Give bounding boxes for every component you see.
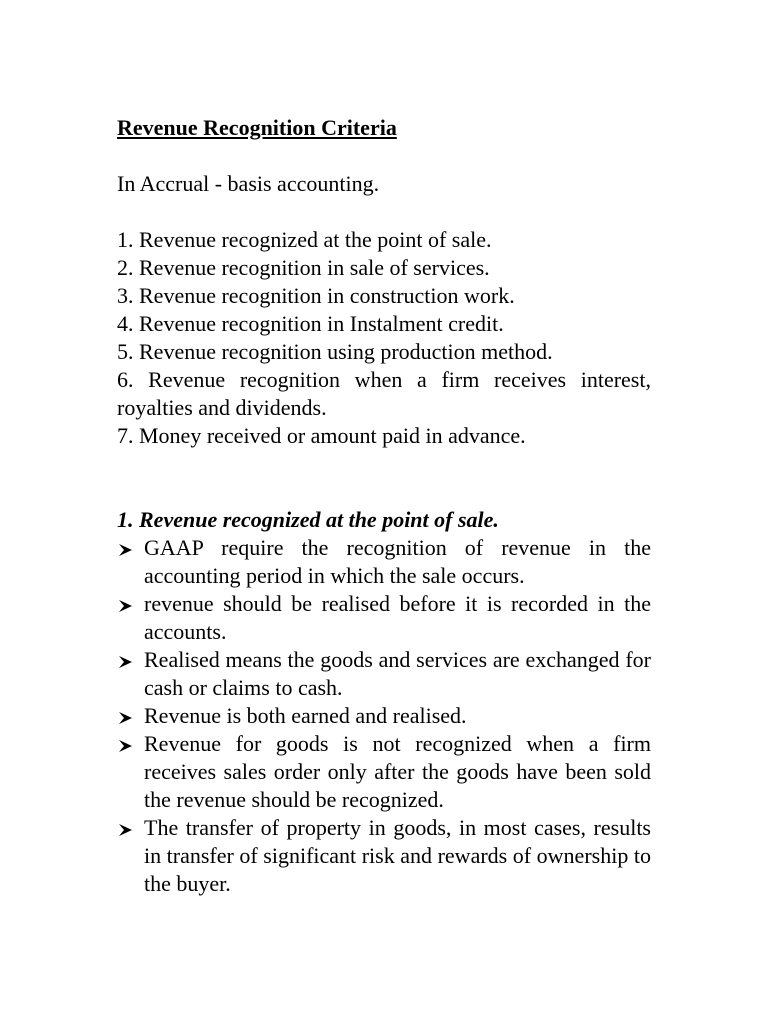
spacer: [117, 450, 651, 506]
bullet-item: [117, 534, 651, 590]
spacer: [117, 198, 651, 226]
bullet-item: [117, 814, 651, 898]
bullet-item: [117, 702, 651, 730]
spacer: [117, 142, 651, 170]
criteria-item: 1. Revenue recognized at the point of sale.: [117, 227, 492, 252]
criteria-list: [117, 226, 651, 450]
document-page: [117, 114, 651, 898]
bullet-text: revenue should be realised before it is recorded in the accounts.: [144, 591, 651, 644]
bullet-item: [117, 590, 651, 646]
intro-text: In Accrual - basis accounting.: [117, 171, 380, 196]
arrowhead-bullet-icon: [117, 814, 141, 842]
criteria-item: 7. Money received or amount paid in advance.: [117, 423, 526, 448]
criteria-item: 2. Revenue recognition in sale of services.: [117, 255, 490, 280]
bullet-item: [117, 730, 651, 814]
criteria-item: 5. Revenue recognition using production method.: [117, 339, 553, 364]
bullet-text: Revenue is both earned and realised.: [144, 703, 467, 728]
criteria-item: 6. Revenue recognition when a firm receives interest, royalties and dividends.: [117, 367, 651, 420]
criteria-item: 4. Revenue recognition in Instalment credit.: [117, 311, 504, 336]
arrowhead-bullet-icon: [117, 590, 141, 618]
bullet-text: Revenue for goods is not recognized when a firm receives sales order only after the goods have been sold the revenue should be recognized.: [144, 731, 651, 812]
bullet-item: [117, 646, 651, 702]
bullet-text: Realised means the goods and services are exchanged for cash or claims to cash.: [144, 647, 651, 700]
arrowhead-bullet-icon: [117, 534, 141, 562]
arrowhead-bullet-icon: [117, 730, 141, 758]
section-heading: 1. Revenue recognized at the point of sale.: [117, 507, 499, 532]
section-bullet-list: [117, 534, 651, 898]
criteria-item: 3. Revenue recognition in construction work.: [117, 283, 515, 308]
bullet-text: The transfer of property in goods, in most cases, results in transfer of significant risk and rewards of ownership to the buyer.: [144, 815, 651, 896]
bullet-text: GAAP require the recognition of revenue in the accounting period in which the sale occurs.: [144, 535, 651, 588]
arrowhead-bullet-icon: [117, 702, 141, 730]
arrowhead-bullet-icon: [117, 646, 141, 674]
document-title: Revenue Recognition Criteria: [117, 115, 397, 140]
